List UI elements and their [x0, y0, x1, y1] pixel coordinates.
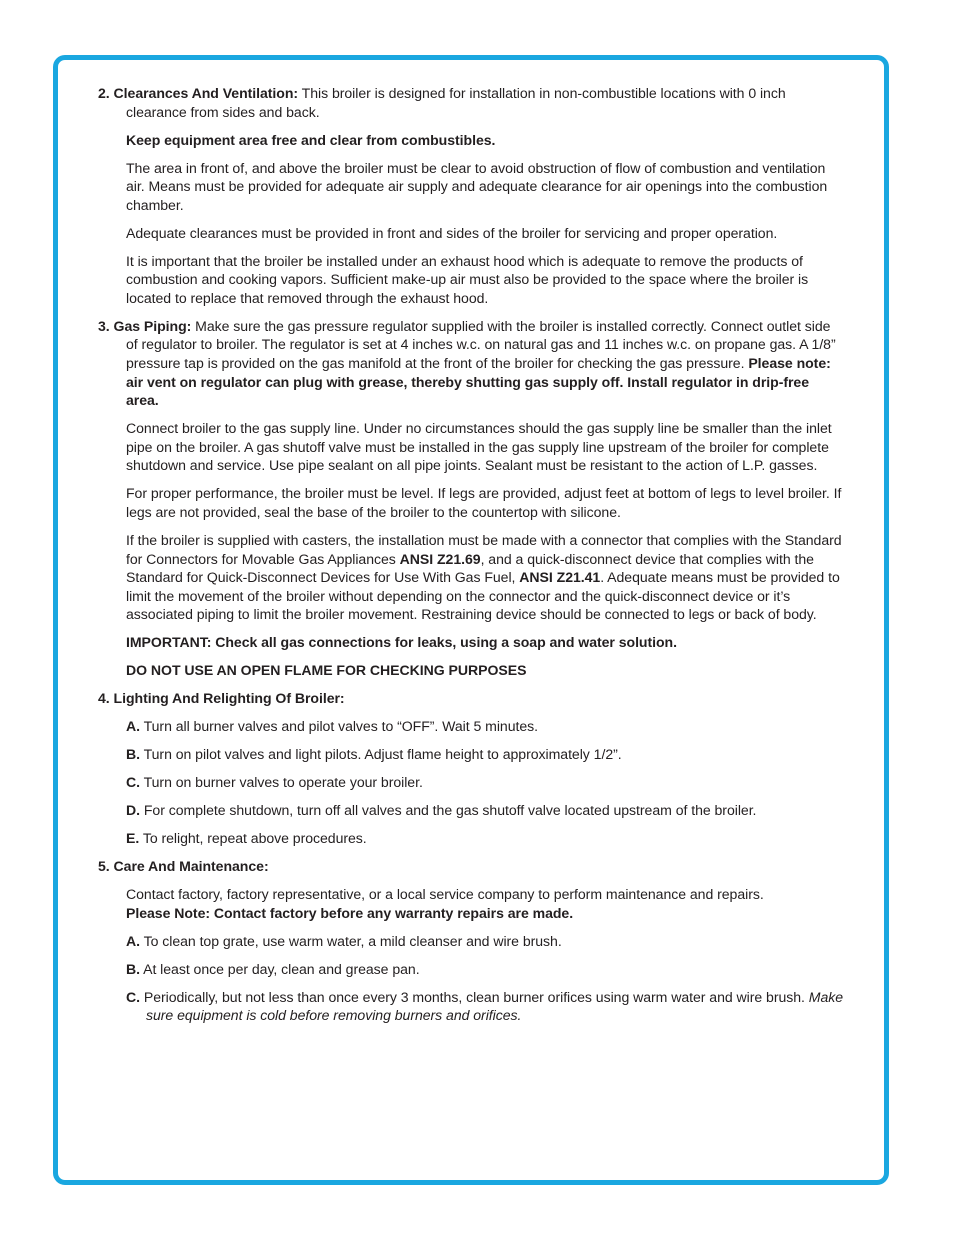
section-clearances-heading	[98, 84, 844, 121]
section-number: 5.	[98, 858, 110, 875]
step-letter: A.	[126, 932, 140, 949]
no-flame-warning: DO NOT USE AN OPEN FLAME FOR CHECKING PURPOSES	[126, 662, 527, 679]
regulator-note: Please note: air vent on regulator can plug with grease, thereby shutting gas supply off. Install regulator in drip-free area.	[126, 355, 831, 409]
casters-paragraph: If the broiler is supplied with casters, the installation must be made with a connector that complies with the Standard for Connectors for Movable Gas Appliances ANSI Z21.69, and a quick-disconnect device that complies with the Standard for Quick-Disconnect Devices for Use With Gas Fuel, ANSI Z21.41. Adequate means must be provided to limit the movement of the broiler without depending on the connector and the quick-disconnect device or it’s associated piping to limit the broiler movement. Restraining device should be connected to legs or back of body.	[126, 532, 842, 623]
section-lighting	[98, 689, 844, 848]
paragraph: Adequate clearances must be provided in front and sides of the broiler for servicing and proper operation.	[126, 224, 778, 241]
step-text: To relight, repeat above procedures.	[139, 830, 367, 847]
step-letter: C.	[126, 988, 140, 1005]
section-gas-piping	[98, 317, 844, 680]
step-text: Turn on burner valves to operate your broiler.	[140, 774, 423, 791]
section-number: 2.	[98, 85, 110, 101]
step-text: At least once per day, clean and grease pan.	[140, 960, 420, 977]
section-intro: This broiler is designed for installation in non-combustible locations with 0 inch clearance from sides and back.	[126, 85, 786, 120]
section-number: 4.	[98, 690, 110, 707]
important-notice: IMPORTANT: Check all gas connections for leaks, using a soap and water solution.	[126, 634, 677, 651]
section-clearances	[98, 84, 844, 308]
paragraph: For proper performance, the broiler must be level. If legs are provided, adjust feet at bottom of legs to level broiler. If legs are not provided, seal the base of the broiler to the countertop with silicone.	[126, 485, 842, 521]
step-letter: A.	[126, 718, 140, 735]
step-letter: D.	[126, 802, 140, 819]
section-lighting-heading	[98, 689, 844, 708]
warranty-note: Please Note: Contact factory before any warranty repairs are made.	[126, 904, 574, 921]
section-title: Lighting And Relighting Of Broiler:	[113, 690, 345, 707]
section-number: 3.	[98, 317, 110, 334]
step-text: Turn on pilot valves and light pilots. Adjust flame height to approximately 1/2”.	[140, 746, 622, 763]
step-text: Turn all burner valves and pilot valves to “OFF”. Wait 5 minutes.	[140, 718, 539, 735]
step-item	[126, 801, 844, 820]
maintenance-paragraph: Contact factory, factory representative, or a local service company to perform maintenance and repairs. Please Note: Contact factory before any warranty repairs are made.	[126, 886, 764, 921]
step-letter: E.	[126, 830, 140, 847]
section-gas-piping-heading	[98, 317, 844, 410]
step-item	[126, 829, 844, 848]
step-item	[126, 717, 844, 736]
step-item	[126, 988, 844, 1025]
step-letter: B.	[126, 746, 140, 763]
section-title: Gas Piping:	[113, 317, 192, 334]
step-text: For complete shutdown, turn off all valves and the gas shutoff valve located upstream of the broiler.	[140, 802, 757, 819]
section-title: Clearances And Ventilation:	[113, 85, 299, 101]
standard-reference: ANSI Z21.41	[519, 569, 601, 586]
step-item	[126, 932, 844, 951]
combustibles-warning: Keep equipment area free and clear from combustibles.	[126, 131, 496, 148]
safety-note: Make sure equipment is cold before removing burners and orifices.	[146, 988, 844, 1024]
section-intro: Make sure the gas pressure regulator supplied with the broiler is installed correctly. Connect outlet side of regulator to broiler. The regulator is set at 4 inches w.c. on natural gas and 11 inches w.c. on propane gas. A 1/8” pressure tap is provided on the gas manifold at the front of the broiler for checking the gas pressure.	[126, 317, 836, 372]
step-text: To clean top grate, use warm water, a mild cleanser and wire brush.	[140, 932, 562, 949]
paragraph: Connect broiler to the gas supply line. Under no circumstances should the gas supply line be smaller than the inlet pipe on the broiler. A gas shutoff valve must be installed in the gas supply line upstream of the broiler for complete shutdown and service. Use pipe sealant on all pipe joints. Sealant must be resistant to the action of L.P. gasses.	[126, 420, 832, 474]
step-text: Periodically, but not less than once every 3 months, clean burner orifices using warm water and wire brush.	[140, 988, 809, 1005]
step-letter: C.	[126, 774, 140, 791]
step-letter: B.	[126, 960, 140, 977]
section-title: Care And Maintenance:	[113, 858, 269, 875]
section-care-heading	[98, 857, 844, 876]
document-body	[98, 84, 844, 1034]
paragraph: It is important that the broiler be installed under an exhaust hood which is adequate to remove the products of combustion and cooking vapors. Sufficient make-up air must also be provided to the space where the broiler is located to replace that removed through the exhaust hood.	[126, 252, 809, 306]
step-item	[126, 773, 844, 792]
paragraph: The area in front of, and above the broiler must be clear to avoid obstruction of flow of combustion and ventilation air. Means must be provided for adequate air supply and adequate clearance for air openings into the combustion chamber.	[126, 159, 828, 213]
step-item	[126, 960, 844, 979]
section-care	[98, 857, 844, 1025]
step-item	[126, 745, 844, 764]
standard-reference: ANSI Z21.69	[399, 550, 481, 567]
